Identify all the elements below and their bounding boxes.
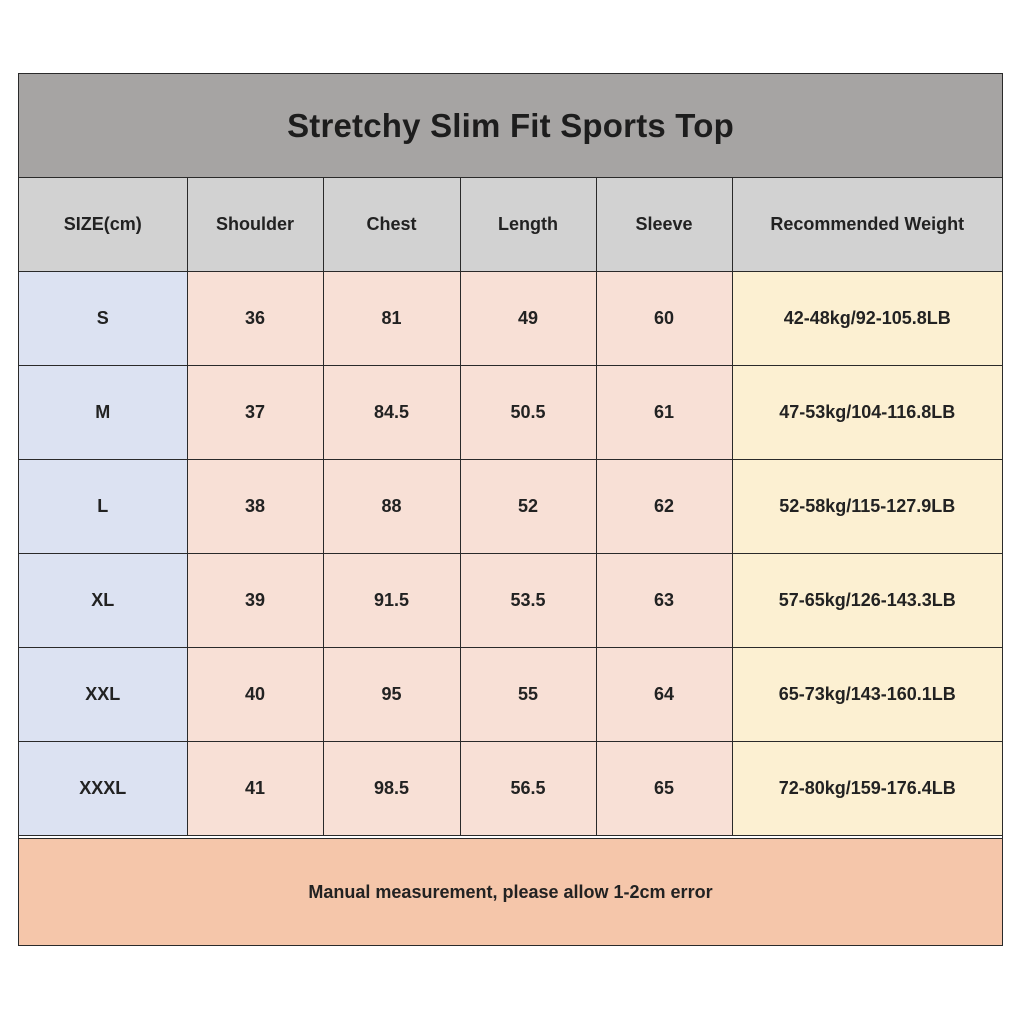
weight-cell: 47-53kg/104-116.8LB — [732, 366, 1002, 460]
weight-cell: 52-58kg/115-127.9LB — [732, 460, 1002, 554]
sleeve-cell: 62 — [596, 460, 732, 554]
chest-cell: 81 — [323, 272, 460, 366]
size-cell: XXXL — [19, 742, 187, 836]
weight-cell: 65-73kg/143-160.1LB — [732, 648, 1002, 742]
chart-title: Stretchy Slim Fit Sports Top — [287, 106, 734, 144]
chest-cell: 88 — [323, 460, 460, 554]
sleeve-cell: 64 — [596, 648, 732, 742]
column-header-size: SIZE(cm) — [19, 178, 187, 272]
length-cell: 49 — [460, 272, 596, 366]
title-bar — [19, 74, 1002, 178]
sleeve-cell: 60 — [596, 272, 732, 366]
size-cell: S — [19, 272, 187, 366]
weight-cell: 72-80kg/159-176.4LB — [732, 742, 1002, 836]
table-row — [19, 648, 1002, 742]
weight-cell: 57-65kg/126-143.3LB — [732, 554, 1002, 648]
chest-cell: 91.5 — [323, 554, 460, 648]
shoulder-cell: 37 — [187, 366, 323, 460]
column-header-weight: Recommended Weight — [732, 178, 1002, 272]
column-header-sleeve: Sleeve — [596, 178, 732, 272]
column-header-shoulder: Shoulder — [187, 178, 323, 272]
shoulder-cell: 39 — [187, 554, 323, 648]
measurement-note: Manual measurement, please allow 1-2cm error — [19, 838, 1002, 945]
length-cell: 50.5 — [460, 366, 596, 460]
weight-cell: 42-48kg/92-105.8LB — [732, 272, 1002, 366]
table-row — [19, 460, 1002, 554]
table-row — [19, 554, 1002, 648]
shoulder-cell: 36 — [187, 272, 323, 366]
table-row — [19, 742, 1002, 836]
column-header-length: Length — [460, 178, 596, 272]
shoulder-cell: 41 — [187, 742, 323, 836]
table-row — [19, 366, 1002, 460]
length-cell: 55 — [460, 648, 596, 742]
length-cell: 52 — [460, 460, 596, 554]
table-row — [19, 272, 1002, 366]
length-cell: 56.5 — [460, 742, 596, 836]
chest-cell: 95 — [323, 648, 460, 742]
length-cell: 53.5 — [460, 554, 596, 648]
size-cell: L — [19, 460, 187, 554]
size-table — [19, 178, 1002, 836]
size-cell: M — [19, 366, 187, 460]
sleeve-cell: 61 — [596, 366, 732, 460]
sleeve-cell: 63 — [596, 554, 732, 648]
chest-cell: 98.5 — [323, 742, 460, 836]
column-header-chest: Chest — [323, 178, 460, 272]
shoulder-cell: 38 — [187, 460, 323, 554]
size-chart — [18, 73, 1003, 946]
chest-cell: 84.5 — [323, 366, 460, 460]
shoulder-cell: 40 — [187, 648, 323, 742]
size-cell: XXL — [19, 648, 187, 742]
header-row — [19, 178, 1002, 272]
size-cell: XL — [19, 554, 187, 648]
sleeve-cell: 65 — [596, 742, 732, 836]
